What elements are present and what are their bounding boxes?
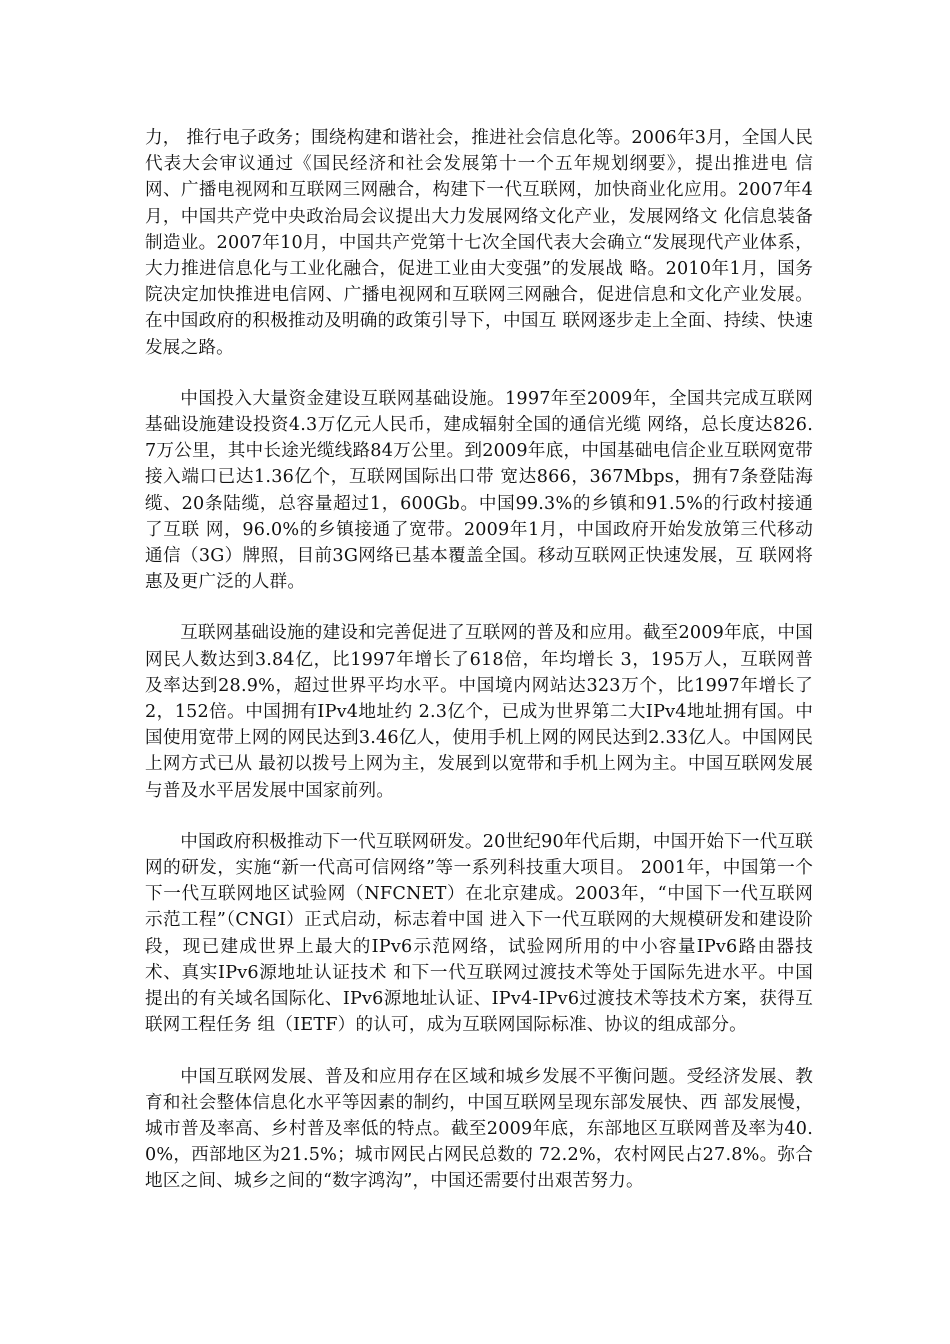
paragraph-4: 中国政府积极推动下一代互联网研发。20世纪90年代后期，中国开始下一代互联网的研发，实施“新一代高可信网络”等一系列科技重大项目。 2001年，中国第一个下一代互联网地区试验网（NFCNET）在北京建成。2003年，“中国下一代互联网示范工程”（CNGI）正式启动，标志着中国 进入下一代互联网的大规模研发和建设阶段，现已建成世界上最大的IPv6示范网络，试验网所用的中小容量IPv6路由器技术、真实IPv6源地址认证技术 和下一代互联网过渡技术等处于国际先进水平。中国提出的有关域名国际化、IPv6源地址认证、IPv4-IPv6过渡技术等技术方案，获得互联网工程任务 组（IETF）的认可，成为互联网国际标准、协议的组成部分。	[145, 831, 813, 1036]
document-body	[145, 125, 813, 1195]
paragraph-3: 互联网基础设施的建设和完善促进了互联网的普及和应用。截至2009年底，中国网民人数达到3.84亿，比1997年增长了618倍，年均增长 3，195万人，互联网普及率达到28.9%，超过世界平均水平。中国境内网站达323万个，比1997年增长了2，152倍。中国拥有IPv4地址约 2.3亿个，已成为世界第二大IPv4地址拥有国。中国使用宽带上网的网民达到3.46亿人，使用手机上网的网民达到2.33亿人。中国网民上网方式已从 最初以拨号上网为主，发展到以宽带和手机上网为主。中国互联网发展与普及水平居发展中国家前列。	[145, 623, 813, 801]
paragraph-2: 中国投入大量资金建设互联网基础设施。1997年至2009年，全国共完成互联网基础设施建设投资4.3万亿元人民币，建成辐射全国的通信光缆 网络，总长度达826.7万公里，其中长途光缆线路84万公里。到2009年底，中国基础电信企业互联网宽带接入端口已达1.36亿个，互联网国际出口带 宽达866，367Mbps，拥有7条登陆海缆、20条陆缆，总容量超过1，600Gb。中国99.3%的乡镇和91.5%的行政村接通了互联 网，96.0%的乡镇接通了宽带。2009年1月，中国政府开始发放第三代移动通信（3G）牌照，目前3G网络已基本覆盖全国。移动互联网正快速发展，互 联网将惠及更广泛的人群。	[145, 388, 813, 593]
paragraph-5: 中国互联网发展、普及和应用存在区域和城乡发展不平衡问题。受经济发展、教育和社会整体信息化水平等因素的制约，中国互联网呈现东部发展快、西 部发展慢，城市普及率高、乡村普及率低的特点。截至2009年底，东部地区互联网普及率为40.0%，西部地区为21.5%；城市网民占网民总数的 72.2%，农村网民占27.8%。弥合地区之间、城乡之间的“数字鸿沟”，中国还需要付出艰苦努力。	[145, 1066, 813, 1192]
paragraph-1: 力， 推行电子政务；围绕构建和谐社会，推进社会信息化等。2006年3月，全国人民代表大会审议通过《国民经济和社会发展第十一个五年规划纲要》，提出推进电 信网、广播电视网和互联网三网融合，构建下一代互联网，加快商业化应用。2007年4月，中国共产党中央政治局会议提出大力发展网络文化产业，发展网络文 化信息装备制造业。2007年10月，中国共产党第十七次全国代表大会确立“发展现代产业体系，大力推进信息化与工业化融合，促进工业由大变强”的发展战 略。2010年1月，国务院决定加快推进电信网、广播电视网和互联网三网融合，促进信息和文化产业发展。在中国政府的积极推动及明确的政策引导下，中国互 联网逐步走上全面、持续、快速发展之路。	[145, 128, 813, 358]
